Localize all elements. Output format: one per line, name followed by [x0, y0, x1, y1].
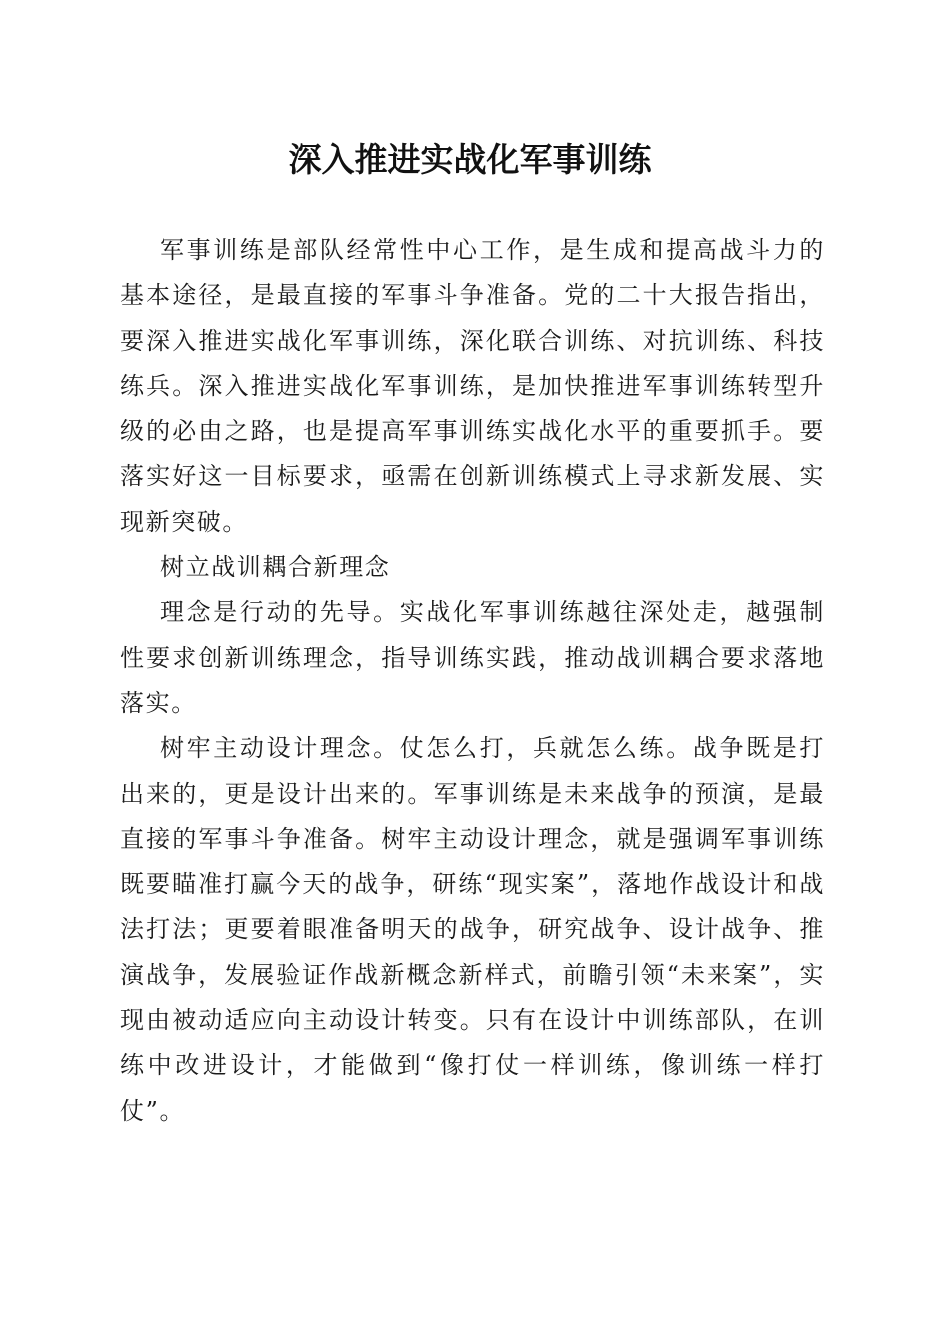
document-title: 深入推进实战化军事训练: [288, 140, 652, 179]
section-heading: 树立战训耦合新理念: [160, 553, 391, 582]
paragraph-active-design: 树牢主动设计理念。仗怎么打，兵就怎么练。战争既是打出来的，更是设计出来的。军事训练是未来战争的预演，是最直接的军事斗争准备。树牢主动设计理念，就是强调军事训练既要瞄准打赢今天的战争，研练“现实案”，落地作战设计和战法打法；更要着眼准备明天的战争，研究战争、设计战争、推演战争，发展验证作战新概念新样式，前瞻引领“未来案”，实现由被动适应向主动设计转变。只有在设计中训练部队，在训练中改进设计，才能做到“像打仗一样训练，像训练一样打仗”。: [120, 734, 825, 1125]
paragraph-concept: 理念是行动的先导。实战化军事训练越往深处走，越强制性要求创新训练理念，指导训练实践，推动战训耦合要求落地落实。: [120, 598, 825, 717]
document-body: [120, 228, 825, 1134]
paragraph-intro: 军事训练是部队经常性中心工作，是生成和提高战斗力的基本途径，是最直接的军事斗争准备。党的二十大报告指出，要深入推进实战化军事训练，深化联合训练、对抗训练、科技练兵。深入推进实战化军事训练，是加快推进军事训练转型升级的必由之路，也是提高军事训练实战化水平的重要抓手。要落实好这一目标要求，亟需在创新训练模式上寻求新发展、实现新突破。: [120, 236, 825, 536]
